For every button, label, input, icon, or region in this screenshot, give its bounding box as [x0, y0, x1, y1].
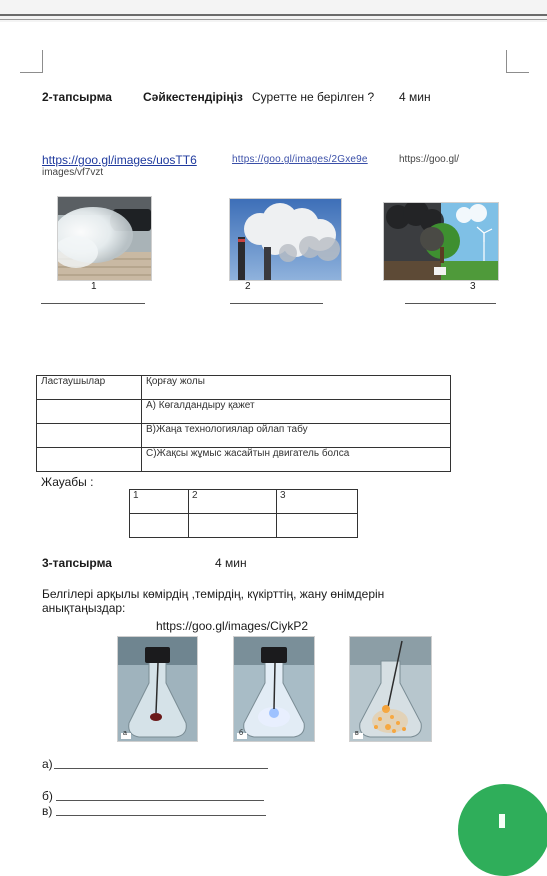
answer-table [129, 489, 358, 538]
task2-question: Суретте не берілген ? [252, 90, 375, 104]
picture-answer-line-3[interactable] [405, 303, 496, 304]
image-link-3-part2[interactable]: images/vf7vzt [42, 167, 104, 178]
table-row [130, 490, 358, 514]
image-link-3-part1[interactable]: https://goo.gl/ [399, 154, 460, 165]
answer-label-a: а) [42, 757, 53, 771]
answer-label-c: в) [42, 804, 53, 818]
floating-add-button[interactable] [458, 784, 547, 876]
table-row [37, 376, 451, 400]
plus-icon [499, 814, 505, 828]
table-cell[interactable] [37, 448, 142, 472]
task3-time: 4 мин [215, 556, 247, 570]
task2-time: 4 мин [399, 90, 431, 104]
table-header-cell: Ластаушылар [37, 376, 142, 400]
answer-line-c[interactable] [56, 815, 266, 816]
pollution-contrast-photo [383, 202, 499, 281]
task3-text-line1: Белгілері арқылы көмірдің ,темірдің, күкірттің, жану өнімдерін [42, 587, 385, 601]
answer-label-b: б) [42, 789, 53, 803]
answer-header-cell: 3 [277, 490, 358, 514]
image-link-2[interactable]: https://goo.gl/images/2Gxe9e [232, 154, 368, 165]
table-row [37, 448, 451, 472]
picture-number-3: 3 [470, 281, 476, 292]
page-corner-mark-right [506, 50, 529, 73]
pollutants-table [36, 375, 451, 472]
top-divider [0, 14, 547, 16]
flask-label-a: а [123, 730, 127, 737]
page-corner-mark-left [20, 50, 43, 73]
table-row [37, 424, 451, 448]
table-row [130, 514, 358, 538]
flask-label-c: в [355, 730, 359, 737]
table-cell[interactable] [37, 400, 142, 424]
task3-title: 3-тапсырма [42, 556, 112, 570]
answer-line-a[interactable] [54, 768, 268, 769]
answer-header-cell: 2 [189, 490, 277, 514]
picture-number-1: 1 [91, 281, 97, 292]
picture-answer-line-1[interactable] [41, 303, 145, 304]
flask-coal-photo [117, 636, 198, 742]
factory-smoke-photo [229, 198, 342, 281]
picture-answer-line-2[interactable] [230, 303, 323, 304]
answer-label: Жауабы : [41, 475, 94, 489]
task2-instruction: Сәйкестендіріңіз [143, 90, 243, 104]
answer-cell[interactable] [130, 514, 189, 538]
flask-iron-photo [349, 636, 432, 742]
table-cell: В)Жаңа технологиялар ойлап табу [142, 424, 451, 448]
picture-number-2: 2 [245, 281, 251, 292]
flask-label-b: б [239, 730, 244, 737]
answer-line-b[interactable] [56, 800, 264, 801]
task3-text-line2: анықтаңыздар: [42, 601, 126, 615]
exhaust-photo [57, 196, 152, 281]
top-divider-thin [0, 19, 547, 20]
table-header-cell: Қорғау жолы [142, 376, 451, 400]
image-link-1[interactable]: https://goo.gl/images/uosTT6 [42, 153, 197, 167]
answer-cell[interactable] [277, 514, 358, 538]
table-cell: А) Көгалдандыру қажет [142, 400, 451, 424]
answer-cell[interactable] [189, 514, 277, 538]
task2-title: 2-тапсырма [42, 90, 112, 104]
table-row [37, 400, 451, 424]
table-cell: С)Жақсы жұмыс жасайтын двигатель болса [142, 448, 451, 472]
flask-sulfur-photo [233, 636, 315, 742]
table-cell[interactable] [37, 424, 142, 448]
task3-link[interactable]: https://goo.gl/images/CiykP2 [156, 619, 309, 633]
answer-header-cell: 1 [130, 490, 189, 514]
